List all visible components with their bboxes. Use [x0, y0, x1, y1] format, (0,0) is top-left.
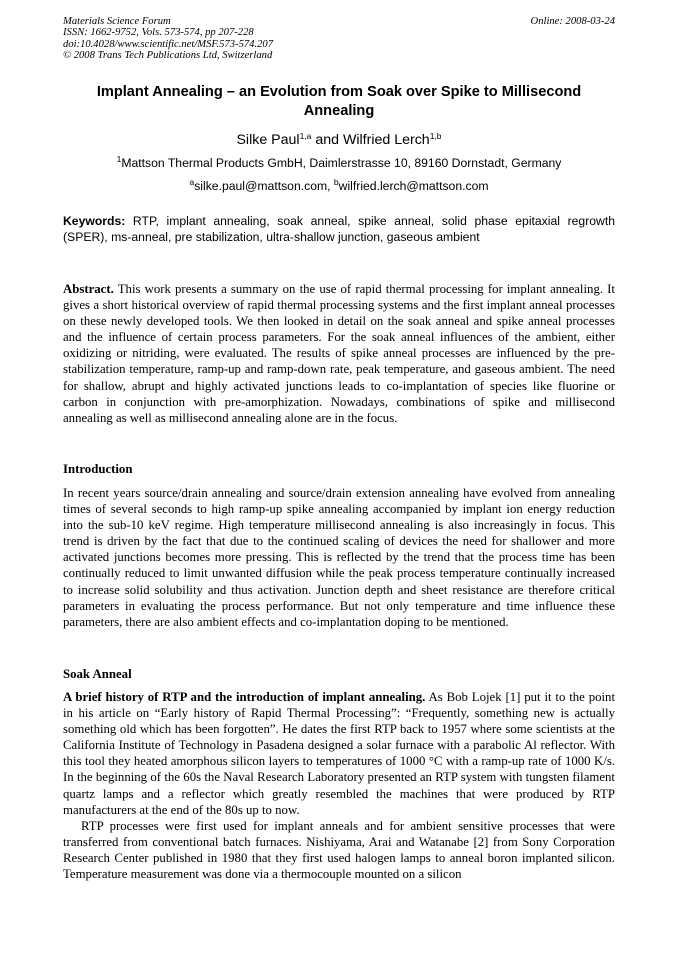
- section-heading-introduction: Introduction: [63, 462, 133, 476]
- author-name: Silke Paul: [236, 132, 300, 148]
- copyright-line: © 2008 Trans Tech Publications Ltd, Switzerland: [63, 49, 273, 61]
- paragraph: [63, 689, 615, 818]
- paragraph: RTP processes were first used for implant anneals and for ambient sensitive processes that were transferred from conventional batch furnaces. Nishiyama, Arai and Watanabe [2] from Sony Corporation Research Center published in 1980 that they first used halogen lamps to anneal boron implanted silicon. Temperature measurement was done via a thermocouple mounted on a silicon: [63, 818, 615, 882]
- author-affiliation-mark: 1,a: [299, 131, 312, 141]
- abstract: [63, 281, 615, 426]
- doi-line: doi:10.4028/www.scientific.net/MSF.573-574.207: [63, 38, 273, 50]
- abstract-text: This work presents a summary on the use of rapid thermal processing for implant annealing. It gives a short historical overview of rapid thermal processing systems and the first implant anneal processes on these newly developed tools. We then looked in detail on the soak anneal and spike anneal processes and the influence of certain process parameters. For the soak anneal influences of the ambient, either oxidizing or nitriding, were evaluated. The results of spike anneal processes are influenced by the pre-stabilization temperature, ramp-up and ramp-down rate, peak temperature, and gaseous ambient. The need for shallow, abrupt and highly activated junctions leads to co-implantation of species like fluorine or carbon in conjunction with pre-amorphization. Nowadays, combinations of spike and millisecond annealing as well as millisecond annealing alone are in the focus.: [63, 282, 615, 425]
- email-link[interactable]: silke.paul@mattson.com,: [194, 179, 334, 193]
- keywords-text: RTP, implant annealing, soak anneal, spike anneal, solid phase epitaxial regrowth (SPER), ms-anneal, pre stabilization, ultra-shallow junction, gaseous ambient: [63, 214, 615, 244]
- journal-header: [63, 16, 615, 61]
- affiliation-text: Mattson Thermal Products GmbH, Daimlerstrasse 10, 89160 Dornstadt, Germany: [121, 156, 562, 170]
- author-affiliation-mark: 1,b: [429, 131, 442, 141]
- email-mark: a: [189, 177, 195, 187]
- affiliation-mark: 1: [116, 154, 122, 164]
- author-list: [63, 132, 615, 149]
- author-emails: [63, 179, 615, 194]
- email-link[interactable]: wilfried.lerch@mattson.com: [338, 179, 489, 193]
- keywords-label: Keywords:: [63, 214, 126, 228]
- paper-title: Implant Annealing – an Evolution from Soak over Spike to Millisecond Annealing: [96, 84, 582, 119]
- journal-name: Materials Science Forum: [63, 16, 171, 27]
- run-in-heading: A brief history of RTP and the introduction of implant annealing.: [63, 690, 426, 704]
- email-mark: b: [333, 177, 339, 187]
- soak-anneal-section: [63, 689, 615, 882]
- section-heading-soak-anneal: Soak Anneal: [63, 667, 132, 681]
- keywords: [63, 213, 615, 245]
- issn-line: ISSN: 1662-9752, Vols. 573-574, pp 207-228: [63, 27, 254, 39]
- affiliation: [63, 156, 615, 171]
- paragraph-text: As Bob Lojek [1] put it to the point in his article on “Early history of Rapid Thermal Processing”: “Frequently, something new is actually something old which has been forgotten”. He dates the first RTP back to 1957 where some scientists at the California Institute of Technology in Pasadena designed a solar furnace with a parabolic Al reflector. With this tool they heated amorphous silicon layers to temperatures of 1000 °C with a ramp-up rate of 1000 K/s. In the beginning of the 60s the Naval Research Laboratory presented an RTP system with tungsten filament quartz lamps and a reflector which greatly resembled the machines that were produced by RTP manufacturers at the end of the 80s up to now.: [63, 690, 615, 817]
- introduction-paragraph: In recent years source/drain annealing and source/drain extension annealing have evolved from annealing times of several seconds to high ramp-up spike annealing accompanied by implant ion energy reduction into the sub-10 keV regime. High temperature millisecond annealing is also increasingly in focus. This trend is driven by the fact that due to the continued scaling of devices the need for shallower and more activated junctions becomes more pressing. This is reflected by the trend that the process time has been continually reduced to limit unwanted diffusion while the peak process temperature continually increased to increase solid solubility and thus activation. Junction depth and sheet resistance are therefore critical parameters in evaluating the process performance. But not only temperature and time influence these parameters, there are also ambient effects and co-implantation doping to be mentioned.: [63, 486, 615, 629]
- author-conjunction: and: [311, 132, 343, 148]
- abstract-label: Abstract.: [63, 282, 114, 296]
- author-name: Wilfried Lerch: [342, 132, 430, 148]
- online-date: Online: 2008-03-24: [530, 16, 615, 27]
